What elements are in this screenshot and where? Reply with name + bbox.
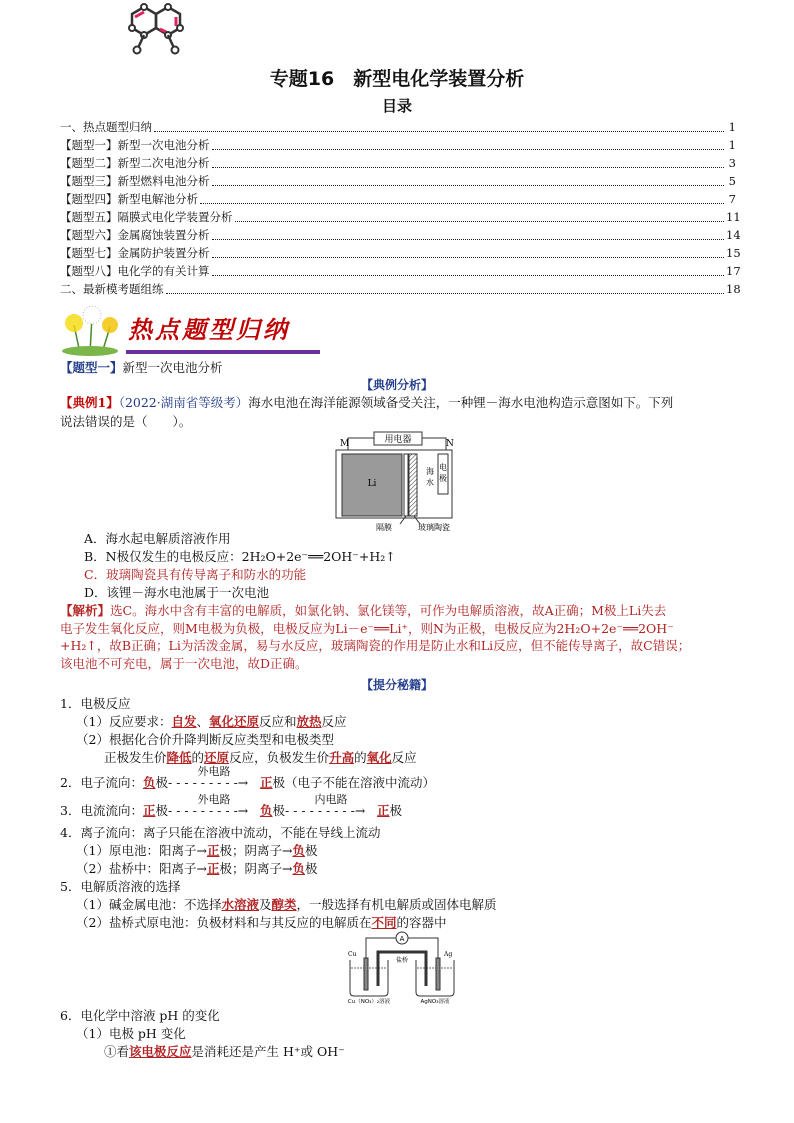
right-solution-label: AgNO₃溶液 [420, 999, 450, 1004]
example-heading: 【典例分析】 [360, 378, 433, 392]
tip-5a: （1）碱金属电池：不选择水溶液及醇类，一般选择有机电解质或固体电解质 [76, 897, 497, 912]
table-of-contents [60, 118, 741, 298]
membrane-label: 隔膜 [376, 523, 392, 532]
li-seawater-battery-diagram [334, 430, 464, 532]
tip-5: 5．电解质溶液的选择 [60, 879, 181, 894]
ammeter-label: A [399, 935, 405, 943]
toc-item[interactable]: 【题型八】电化学的有关计算 17 [60, 264, 741, 278]
analysis: 【解析】选C。海水中含有丰富的电解质，如氯化钠、氯化镁等，可作为电解质溶液，故A正确；M极上Li失去 电子发生氧化反应，则M电极为负极，电极反应为Li－e⁻══Li⁺，则N为正极，电极反应为2H₂O+2e⁻══2OH⁻ +H₂↑，故B正确；Li为活泼金属，易与水反应，玻璃陶瓷的作用是防止水和Li反应，但不能传导离子，故C错误； 该电池不可充电，属于一次电池，故D正确。 [60, 603, 691, 671]
n-label: N [446, 439, 454, 449]
li-label: Li [367, 479, 377, 489]
toc-heading: 目录 [381, 97, 412, 115]
cu-label: Cu [348, 951, 357, 958]
section-label: 【题型一】新型一次电池分析 [60, 360, 223, 375]
naphthalene-logo-icon [118, 0, 198, 58]
ag-label: Ag [444, 951, 453, 958]
tip-6: 6．电化学中溶液 pH 的变化 [60, 1008, 220, 1023]
toc-item[interactable]: 一、热点题型归纳 1 [60, 120, 736, 134]
tips-heading: 【提分秘籍】 [360, 678, 433, 692]
toc-item[interactable]: 【题型七】金属防护装置分析 15 [60, 246, 741, 260]
example-stem: 【典例1】（2022·湖南省等级考）海水电池在海洋能源领域备受关注，一种锂－海水电池构造示意图如下。下列 说法错误的是（ ）。 [60, 395, 674, 429]
tip-6a: （1）电极 pH 变化 [76, 1026, 186, 1041]
toc-item[interactable]: 二、最新模考题组练 18 [60, 282, 741, 296]
tip-4b: （2）盐桥中：阳离子→正极；阴离子→负极 [76, 861, 318, 876]
m-label: M [340, 439, 350, 449]
bridge-label: 盐桥 [395, 957, 409, 964]
electrode-label: 电 [439, 463, 447, 472]
tip-4: 4．离子流向：离子只能在溶液中流动，不能在导线上流动 [60, 825, 381, 840]
toc-item[interactable]: 【题型四】新型电解池分析 7 [60, 192, 736, 206]
tip-6b: ①看该电极反应是消耗还是产生 H⁺或 OH⁻ [104, 1044, 345, 1059]
tip-1a: （1）反应要求：自发、氧化还原反应和放热反应 [76, 714, 347, 729]
tip-1c: 正极发生价降低的还原反应，负极发生价升高的氧化反应 [104, 750, 417, 765]
seawater-label: 海 [426, 467, 434, 476]
left-solution-label: Cu（NO₃）₂溶液 [347, 999, 391, 1004]
ceramic-label: 玻璃陶瓷 [418, 523, 450, 532]
banner-underline [126, 350, 320, 354]
tip-5b: （2）盐桥式原电池：负极材料和与其反应的电解质在不同的容器中 [76, 915, 447, 930]
svg-text:极: 极 [439, 474, 447, 483]
option-a: A．海水起电解质溶液作用 [84, 531, 231, 546]
toc-item[interactable]: 【题型二】新型二次电池分析 3 [60, 156, 736, 170]
tip-1: 1．电极反应 [60, 696, 131, 711]
toc-item[interactable]: 【题型三】新型燃料电池分析 5 [60, 174, 736, 188]
tip-1b: （2）根据化合价升降判断反应类型和电极类型 [76, 732, 334, 747]
toc-item[interactable]: 【题型五】隔膜式电化学装置分析 11 [60, 210, 741, 224]
option-d: D．该锂－海水电池属于一次电池 [84, 585, 270, 600]
toc-item[interactable]: 【题型六】金属腐蚀装置分析 14 [60, 228, 741, 242]
options-list [84, 530, 734, 602]
page-title: 专题16 新型电化学装置分析 [269, 68, 525, 90]
salt-bridge-cell-diagram [344, 930, 460, 1004]
tip-2: 2．电子流向：负极 外电路 - - - - - - - - -→ 正极（电子不能在溶液中流动） [60, 765, 436, 790]
tip-3: 3．电流流向：正极 外电路 - - - - - - - - -→ 负极 内电路 - - - - - - - - -→ 正极 [60, 793, 403, 818]
option-c: C．玻璃陶瓷具有传导离子和防水的功能 [84, 567, 307, 582]
section-banner-title: 热点题型归纳 [128, 316, 290, 344]
svg-text:水: 水 [426, 478, 434, 487]
tip-4a: （1）原电池：阳离子→正极；阴离子→负极 [76, 843, 318, 858]
option-b: B．N极仅发生的电极反应：2H₂O+2e⁻══2OH⁻+H₂↑ [84, 549, 396, 564]
toc-item[interactable]: 【题型一】新型一次电池分析 1 [60, 138, 736, 152]
device-label: 用电器 [384, 435, 412, 445]
